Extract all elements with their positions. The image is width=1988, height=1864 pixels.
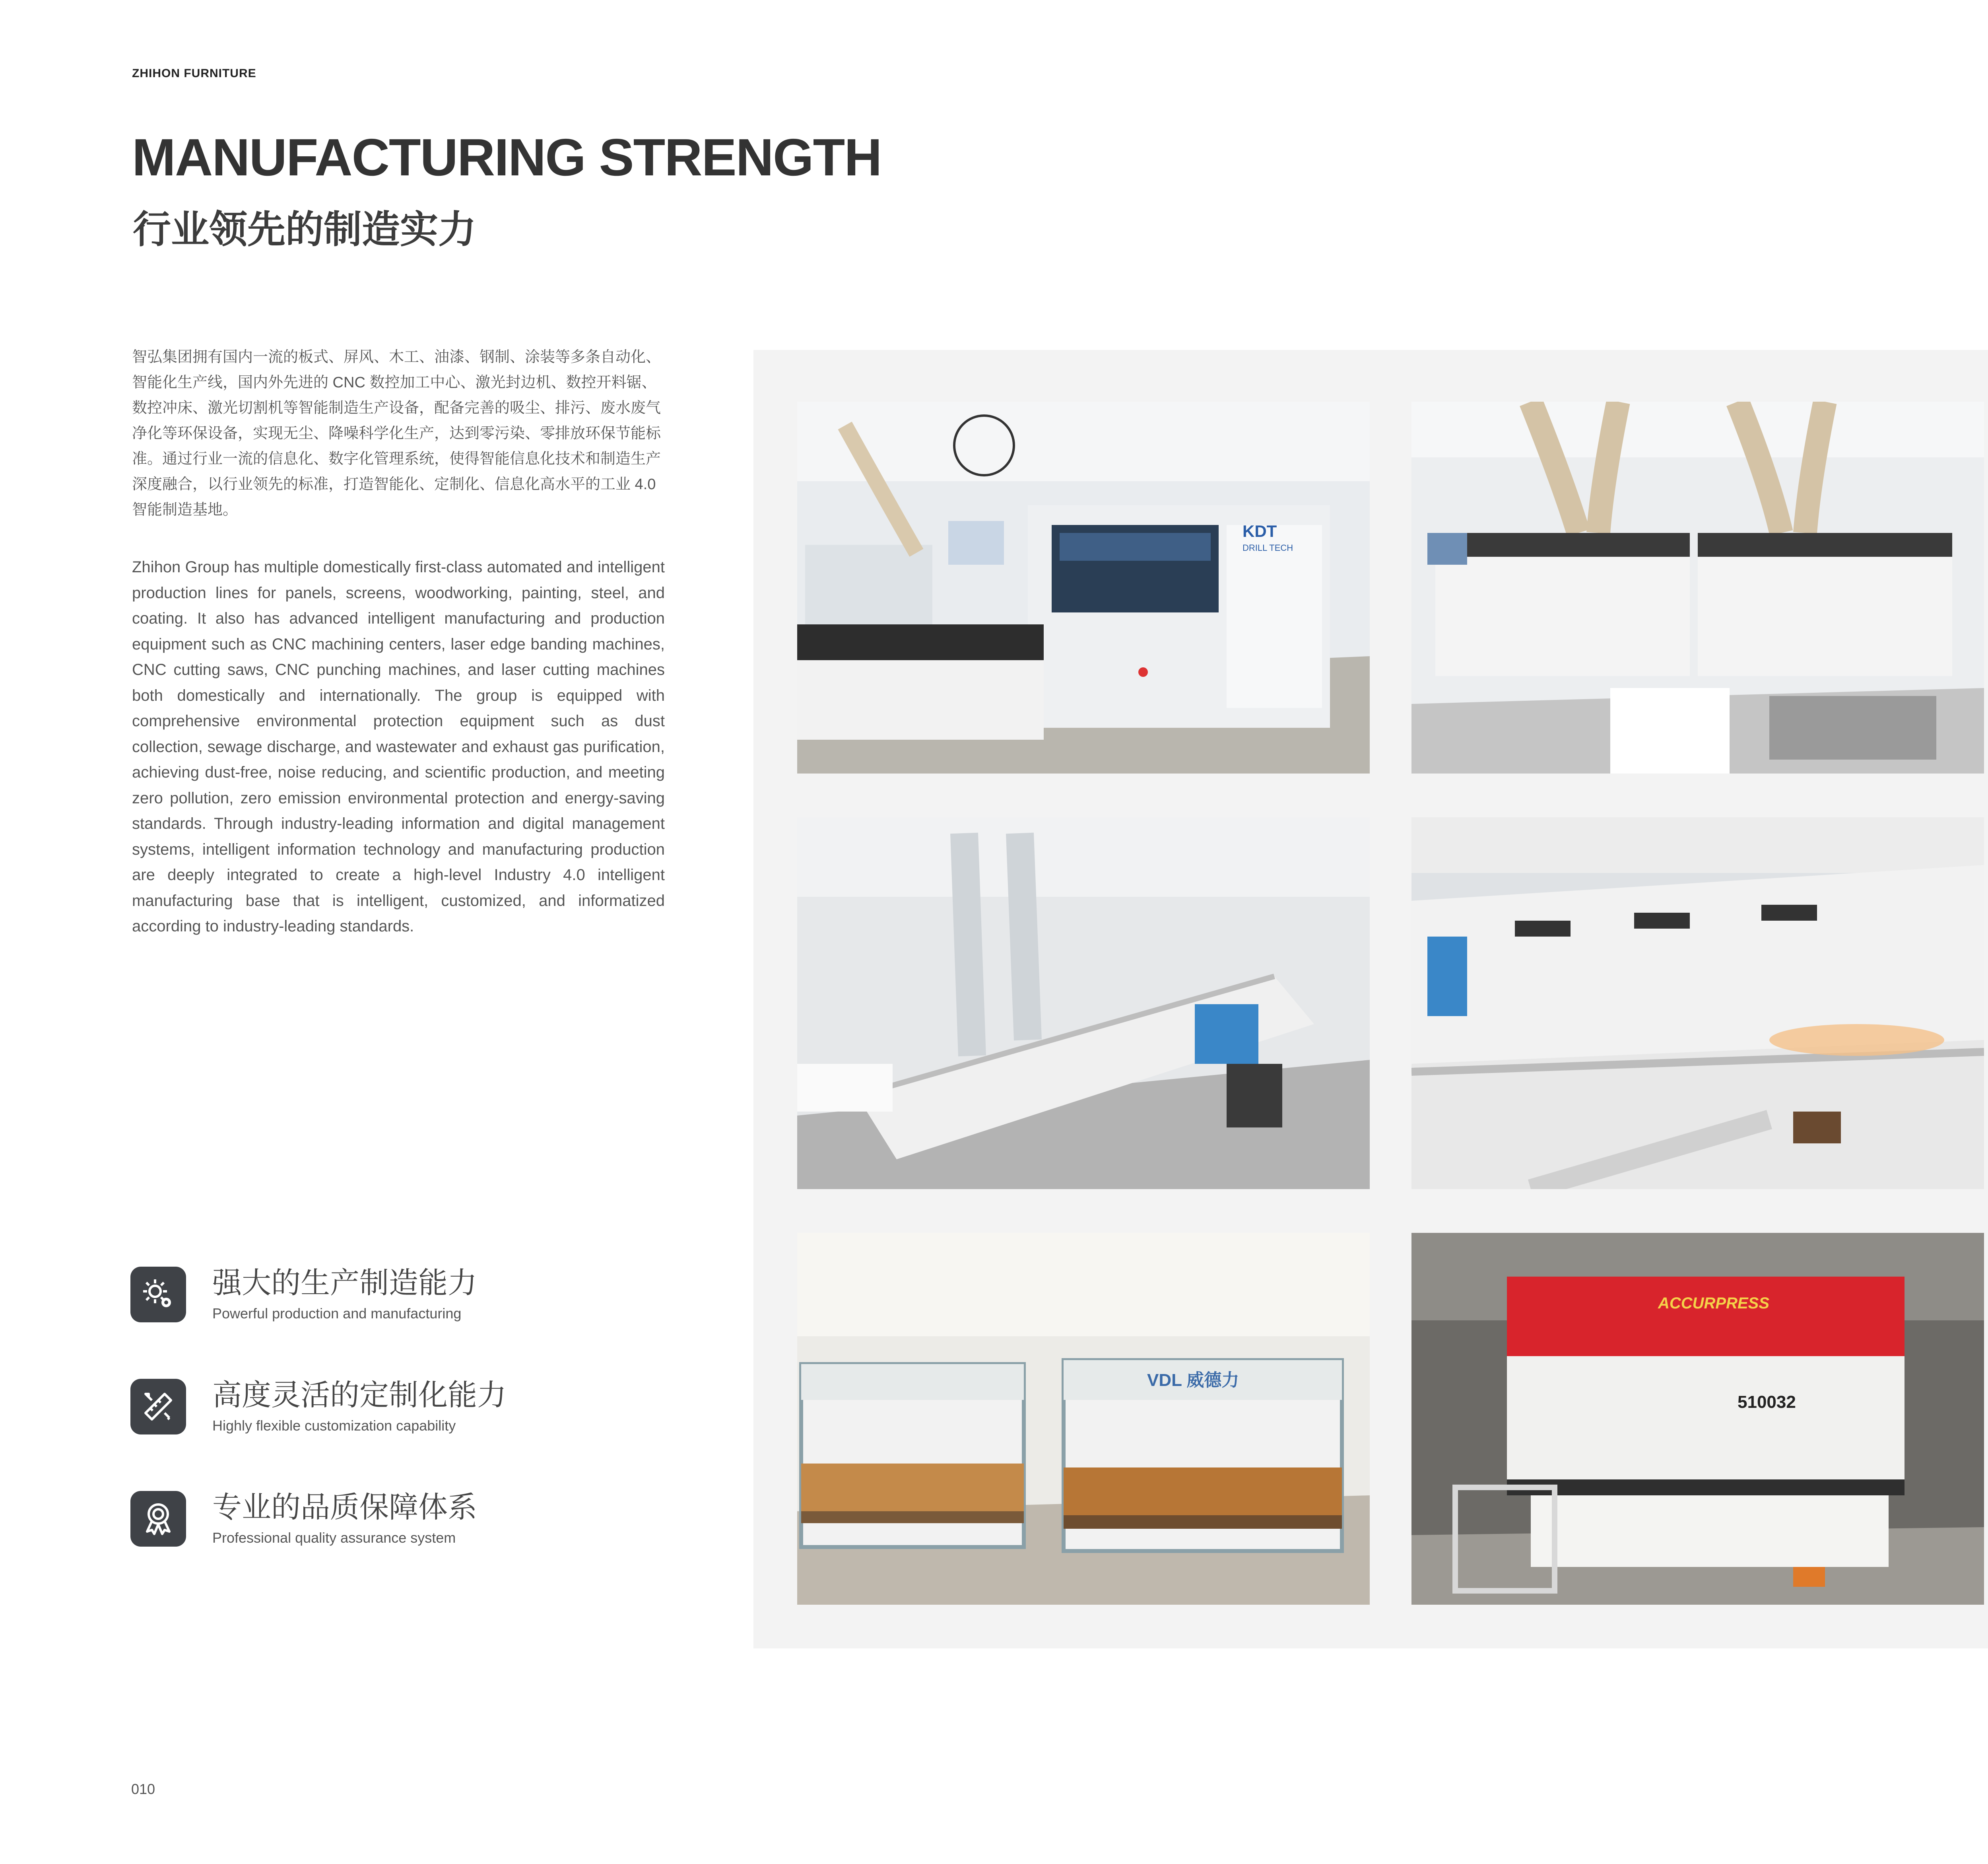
brand-name: ZHIHON FURNITURE <box>132 67 256 80</box>
ruler-pencil-icon <box>130 1379 186 1434</box>
feature-title: 强大的生产制造能力 <box>212 1266 477 1299</box>
machine-brand-label: KDT <box>1242 522 1277 540</box>
description-cn: 智弘集团拥有国内一流的板式、屏风、木工、油漆、钢制、涂装等多条自动化、智能化生产线，国内外先进的 CNC 数控加工中心、激光封边机、数控开料锯、数控冲床、激光切割机等智能制造生产设备，配备完善的吸尘、排污、废水废气净化等环保设备，实现无尘、降噪科学化生产，达到零污染、零排放环保节能标准。通过行业一流的信息化、数字化管理系统，使得智能信息化技术和制造生产深度融合，以行业领先的标准，打造智能化、定制化、信息化高水平的工业 4.0 智能制造基地。 <box>132 349 661 518</box>
photo-cnc-machining-centers <box>1411 402 1984 774</box>
feature-title: 高度灵活的定制化能力 <box>212 1378 507 1411</box>
feature-subtitle: Powerful production and manufacturing <box>212 1305 462 1322</box>
press-brake-model-label: 510032 <box>1738 1392 1796 1412</box>
page-number-left: 010 <box>131 1781 155 1797</box>
page-title-cn: 行业领先的制造实力 <box>133 208 476 251</box>
photo-gallery <box>753 350 1988 1648</box>
press-brake-brand-label: ACCURPRESS <box>1658 1294 1770 1312</box>
feature-item-quality <box>130 1489 687 1549</box>
feature-list <box>130 1265 687 1601</box>
photo-edge-banding-line <box>797 817 1370 1189</box>
feature-subtitle: Highly flexible customization capability <box>212 1417 456 1434</box>
feature-item-production <box>130 1265 687 1324</box>
description-en: Zhihon Group has multiple domestically first-class automated and intelligent production lines for panels, screens, woodworking, painting, steel, and coating. It also has advanced intelligent manufacturing and production equipment such as CNC machining centers, laser edge banding machines, CNC cutting saws, CNC punching machines, and laser cutting machines both domestically and internationally. The group is equipped with comprehensive environmental protection equipment such as dust collection, sewage discharge, and wastewater and exhaust gas purification, achieving dust-free, noise reducing, and scientific production, and meeting zero pollution, zero emission environmental protection and energy-saving standards. Through industry-leading information and digital management systems, intelligent information technology and manufacturing production are deeply integrated to create a high-level Industry 4.0 intelligent manufacturing base that is intelligent, customized, and informatized according to industry-leading standards. <box>132 558 665 935</box>
feature-title: 专业的品质保障体系 <box>212 1491 477 1524</box>
gear-cog-icon <box>130 1267 186 1322</box>
machine-model-label: DRILL TECH <box>1242 543 1293 553</box>
photo-edge-bander-closeup <box>1411 817 1984 1189</box>
feature-subtitle: Professional quality assurance system <box>212 1530 456 1546</box>
photo-cold-press-machines <box>797 1233 1370 1605</box>
quality-medal-icon <box>130 1491 186 1547</box>
press-brand-label: VDL 威德力 <box>1147 1370 1239 1390</box>
photo-press-brake <box>1411 1233 1984 1605</box>
feature-item-customization <box>130 1377 687 1436</box>
photo-drilling-machine <box>797 402 1370 774</box>
page-title: MANUFACTURING STRENGTH <box>132 128 881 187</box>
